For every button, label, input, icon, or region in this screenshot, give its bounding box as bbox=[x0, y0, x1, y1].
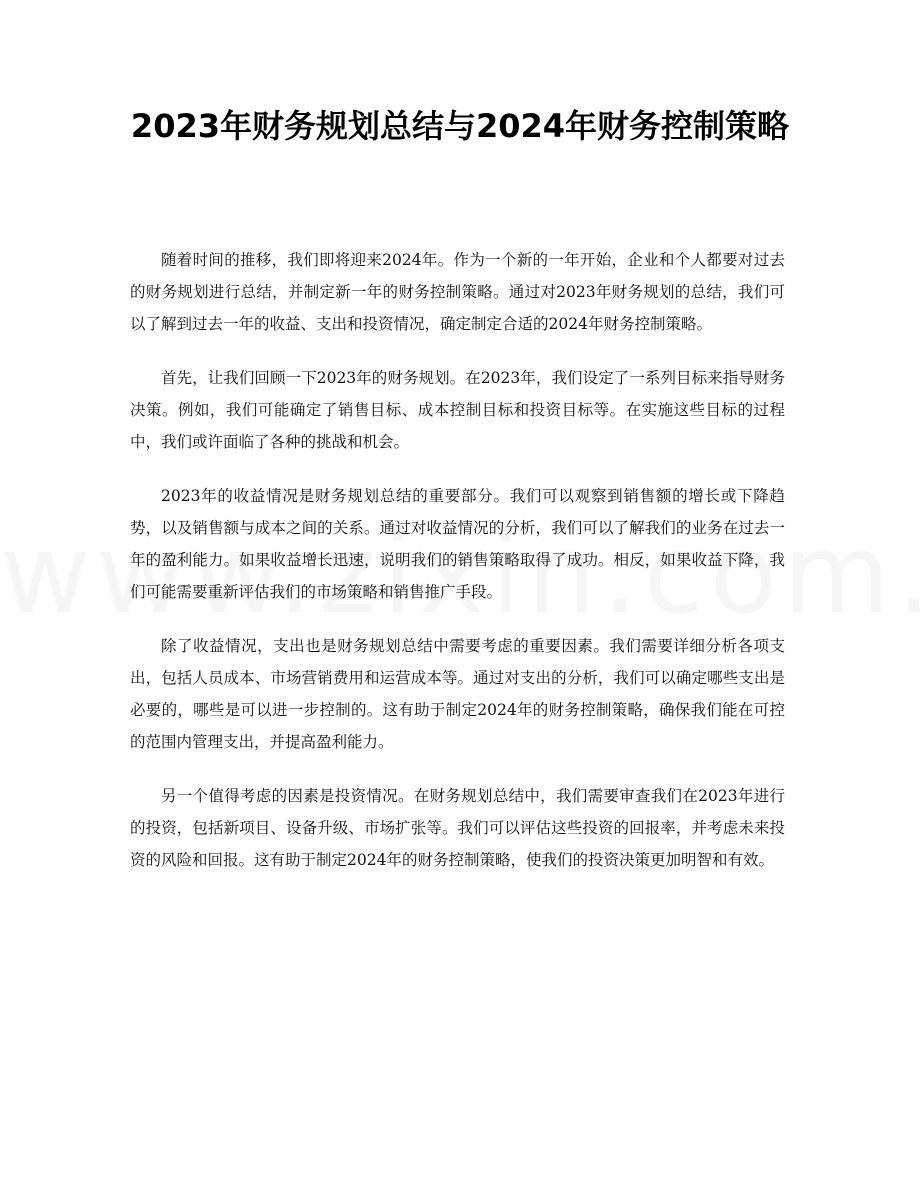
paragraph-review-2023: 首先，让我们回顾一下2023年的财务规划。在2023年，我们设定了一系列目标来指导财务决策。例如，我们可能确定了销售目标、成本控制目标和投资目标等。在实施这些目标的过程中，我们或许面临了各种的挑战和机会。 bbox=[130, 369, 785, 451]
paragraph-investment: 另一个值得考虑的因素是投资情况。在财务规划总结中，我们需要审查我们在2023年进行的投资，包括新项目、设备升级、市场扩张等。我们可以评估这些投资的回报率，并考虑未来投资的风险和回报。这有助于制定2024年的财务控制策略，使我们的投资决策更加明智和有效。 bbox=[130, 787, 785, 869]
paragraph-expenses: 除了收益情况，支出也是财务规划总结中需要考虑的重要因素。我们需要详细分析各项支出，包括人员成本、市场营销费用和运营成本等。通过对支出的分析，我们可以确定哪些支出是必要的，哪些是可以进一步控制的。这有助于制定2024年的财务控制策略，确保我们能在可控的范围内管理支出，并提高盈利能力。 bbox=[130, 637, 785, 751]
paragraph-revenue: 2023年的收益情况是财务规划总结的重要部分。我们可以观察到销售额的增长或下降趋势，以及销售额与成本之间的关系。通过对收益情况的分析，我们可以了解我们的业务在过去一年的盈利能力。如果收益增长迅速，说明我们的销售策略取得了成功。相反，如果收益下降，我们可能需要重新评估我们的市场策略和销售推广手段。 bbox=[130, 487, 785, 601]
document-body bbox=[130, 244, 785, 898]
paragraph-intro: 随着时间的推移，我们即将迎来2024年。作为一个新的一年开始，企业和个人都要对过去的财务规划进行总结，并制定新一年的财务控制策略。通过对2023年财务规划的总结，我们可以了解到过去一年的收益、支出和投资情况，确定制定合适的2024年财务控制策略。 bbox=[130, 251, 785, 333]
document-title: 2023年财务规划总结与2024年财务控制策略 bbox=[130, 107, 790, 145]
